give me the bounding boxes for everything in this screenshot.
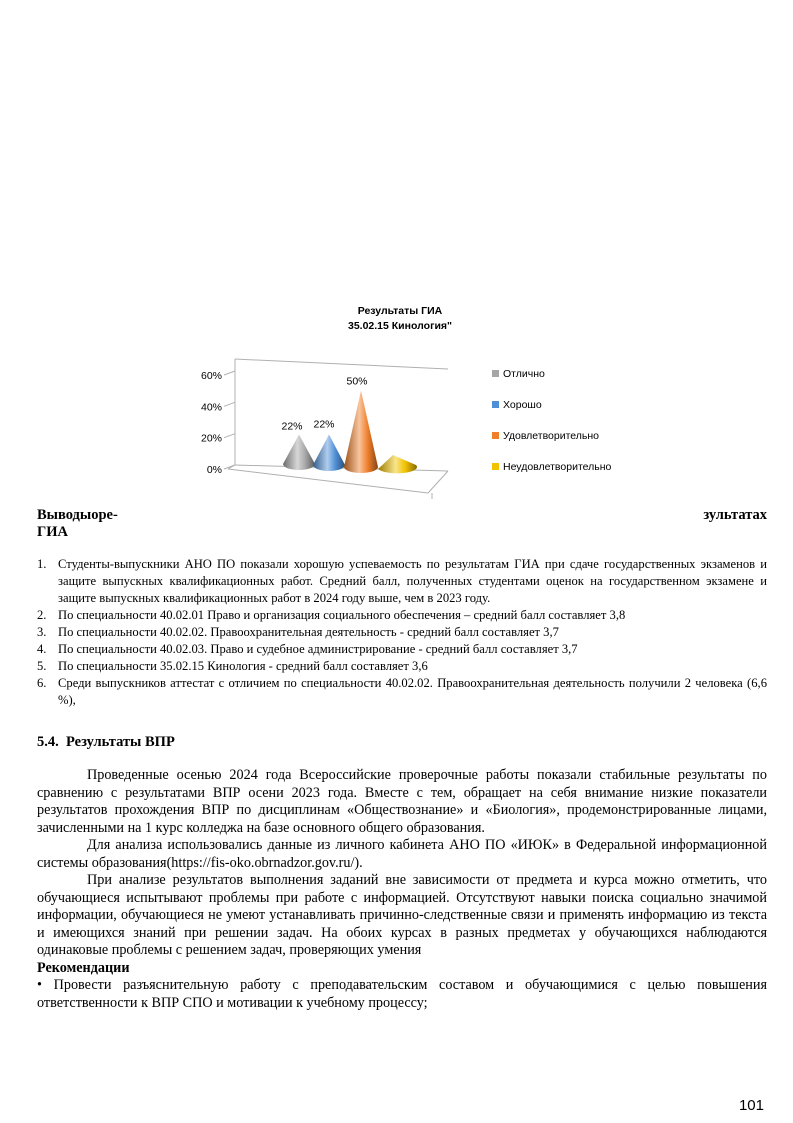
recommendations-title: Рекомендации bbox=[37, 959, 130, 976]
list-item bbox=[37, 658, 767, 675]
section-title: Результаты ВПР bbox=[66, 734, 175, 750]
legend-swatch bbox=[492, 432, 499, 439]
list-item-number: 3. bbox=[37, 625, 47, 639]
legend-label: Удовлетворительно bbox=[503, 430, 600, 442]
list-item-number: 2. bbox=[37, 608, 47, 622]
list-item-number: 6. bbox=[37, 676, 47, 690]
y-tick-label: 60% bbox=[200, 370, 222, 382]
list-item-text: Студенты-выпускники АНО ПО показали хорошую успеваемость по результатам ГИА при сдаче государственных экзаменов и защите выпускных квалификационных работ. Средний балл, полученных студентами оценок на государственном экзамене и защите выпускных квалификационных работ в 2024 году выше, чем в 2023 году. bbox=[58, 557, 767, 605]
legend-item bbox=[492, 399, 542, 411]
legend-label: Отлично bbox=[503, 368, 545, 380]
chart-title: Результаты ГИА bbox=[357, 305, 443, 317]
page-number: 101 bbox=[738, 1097, 764, 1114]
list-item-number: 5. bbox=[37, 659, 47, 673]
y-tick-label: 40% bbox=[200, 401, 222, 414]
legend-swatch bbox=[492, 401, 499, 408]
section-body bbox=[37, 767, 767, 1012]
data-label: 22% bbox=[313, 418, 335, 431]
y-tick-label: 0% bbox=[206, 464, 222, 476]
legend-item bbox=[492, 368, 545, 380]
section-heading bbox=[37, 734, 175, 751]
list-item-number: 4. bbox=[37, 642, 47, 656]
data-label: 50% bbox=[346, 375, 368, 388]
cone-mark bbox=[283, 435, 315, 470]
cone-mark bbox=[378, 455, 417, 473]
recommendation-item bbox=[37, 977, 767, 1012]
list-item-text: По специальности 35.02.15 Кинология - средний балл составляет 3,6 bbox=[58, 659, 428, 673]
data-label: 22% bbox=[281, 420, 303, 433]
back-wall-top bbox=[235, 359, 448, 369]
chart-plot bbox=[180, 296, 480, 496]
list-item bbox=[37, 556, 767, 607]
list-item bbox=[37, 641, 767, 658]
legend-label: Хорошо bbox=[503, 399, 542, 411]
results-list bbox=[37, 556, 767, 709]
list-item-text: Среди выпускников аттестат с отличием по специальности 40.02.02. Правоохранительная деятельность получили 2 человека (6,6 %), bbox=[58, 676, 767, 707]
list-item-text: По специальности 40.02.02. Правоохранительная деятельность - средний балл составляет 3,7 bbox=[58, 625, 559, 639]
y-tick-label: 20% bbox=[200, 432, 222, 445]
legend-swatch bbox=[492, 463, 499, 470]
list-item bbox=[37, 624, 767, 641]
heading-line-2: ГИА bbox=[37, 524, 68, 540]
list-item-number: 1. bbox=[37, 557, 47, 571]
floor-right-edge bbox=[428, 471, 448, 493]
gia-results-chart bbox=[180, 296, 650, 496]
legend-item bbox=[492, 461, 611, 473]
y-tick bbox=[224, 402, 235, 406]
heading-word-2: о bbox=[91, 507, 99, 523]
list-item-text: По специальности 40.02.01 Право и организация социального обеспечения – средний балл составляет 3,8 bbox=[58, 608, 626, 622]
paragraph: При анализе результатов выполнения заданий вне зависимости от предмета и курса можно отметить, что обучающиеся испытывают проблемы при работе с информацией. Отсутствуют навыки поиска социально значимой информации, обучающиеся не умеют устанавливать причинно-следственные связи и применять информацию из текста и имеющихся знаний при решении задач. На обоих курсах в разных предметах у обучающихся наблюдаются одинаковые проблемы с решением задач, проверяющих умения bbox=[37, 872, 767, 958]
heading-word-1: Выводы bbox=[37, 507, 92, 523]
heading-word-3: ре- bbox=[98, 507, 118, 523]
legend-swatch bbox=[492, 370, 499, 377]
conclusions-heading bbox=[37, 507, 767, 541]
cone-mark bbox=[313, 435, 345, 471]
list-item-text: По специальности 40.02.03. Право и судебное администрирование - средний балл составляет 3,7 bbox=[58, 642, 578, 656]
heading-word-4: зультатах bbox=[703, 507, 767, 523]
recommendation-text: Провести разъяснительную работу с преподавательским составом и обучающимися с целью повышения ответственности к ВПР СПО и мотивации к учебному процессу; bbox=[37, 977, 767, 1011]
list-item bbox=[37, 607, 767, 624]
legend-item bbox=[492, 430, 599, 442]
bullet-icon: • bbox=[37, 977, 42, 993]
section-number: 5.4. bbox=[37, 734, 59, 750]
legend-label: Неудовлетворительно bbox=[503, 461, 612, 473]
chart-subtitle: 35.02.15 Кинология" bbox=[347, 320, 453, 332]
paragraph: Проведенные осенью 2024 года Всероссийские проверочные работы показали стабильные результаты по сравнению с результатами ВПР осени 2023 года. Вместе с тем, обращает на себя внимание низкие показатели результатов прохождения ВПР по дисциплинам «Обществознание» и «Биология», продемонстрированные лицами, зачисленными на 1 курс колледжа на базе основного общего образования. bbox=[37, 767, 767, 836]
y-tick bbox=[224, 434, 235, 438]
list-item bbox=[37, 675, 767, 709]
y-tick bbox=[224, 371, 235, 375]
cone-mark bbox=[344, 391, 378, 473]
paragraph: Для анализа использовались данные из личного кабинета АНО ПО «ИЮК» в Федеральной информационной системы образования(https://fis-oko.obrnadzor.gov.ru/). bbox=[37, 837, 767, 871]
